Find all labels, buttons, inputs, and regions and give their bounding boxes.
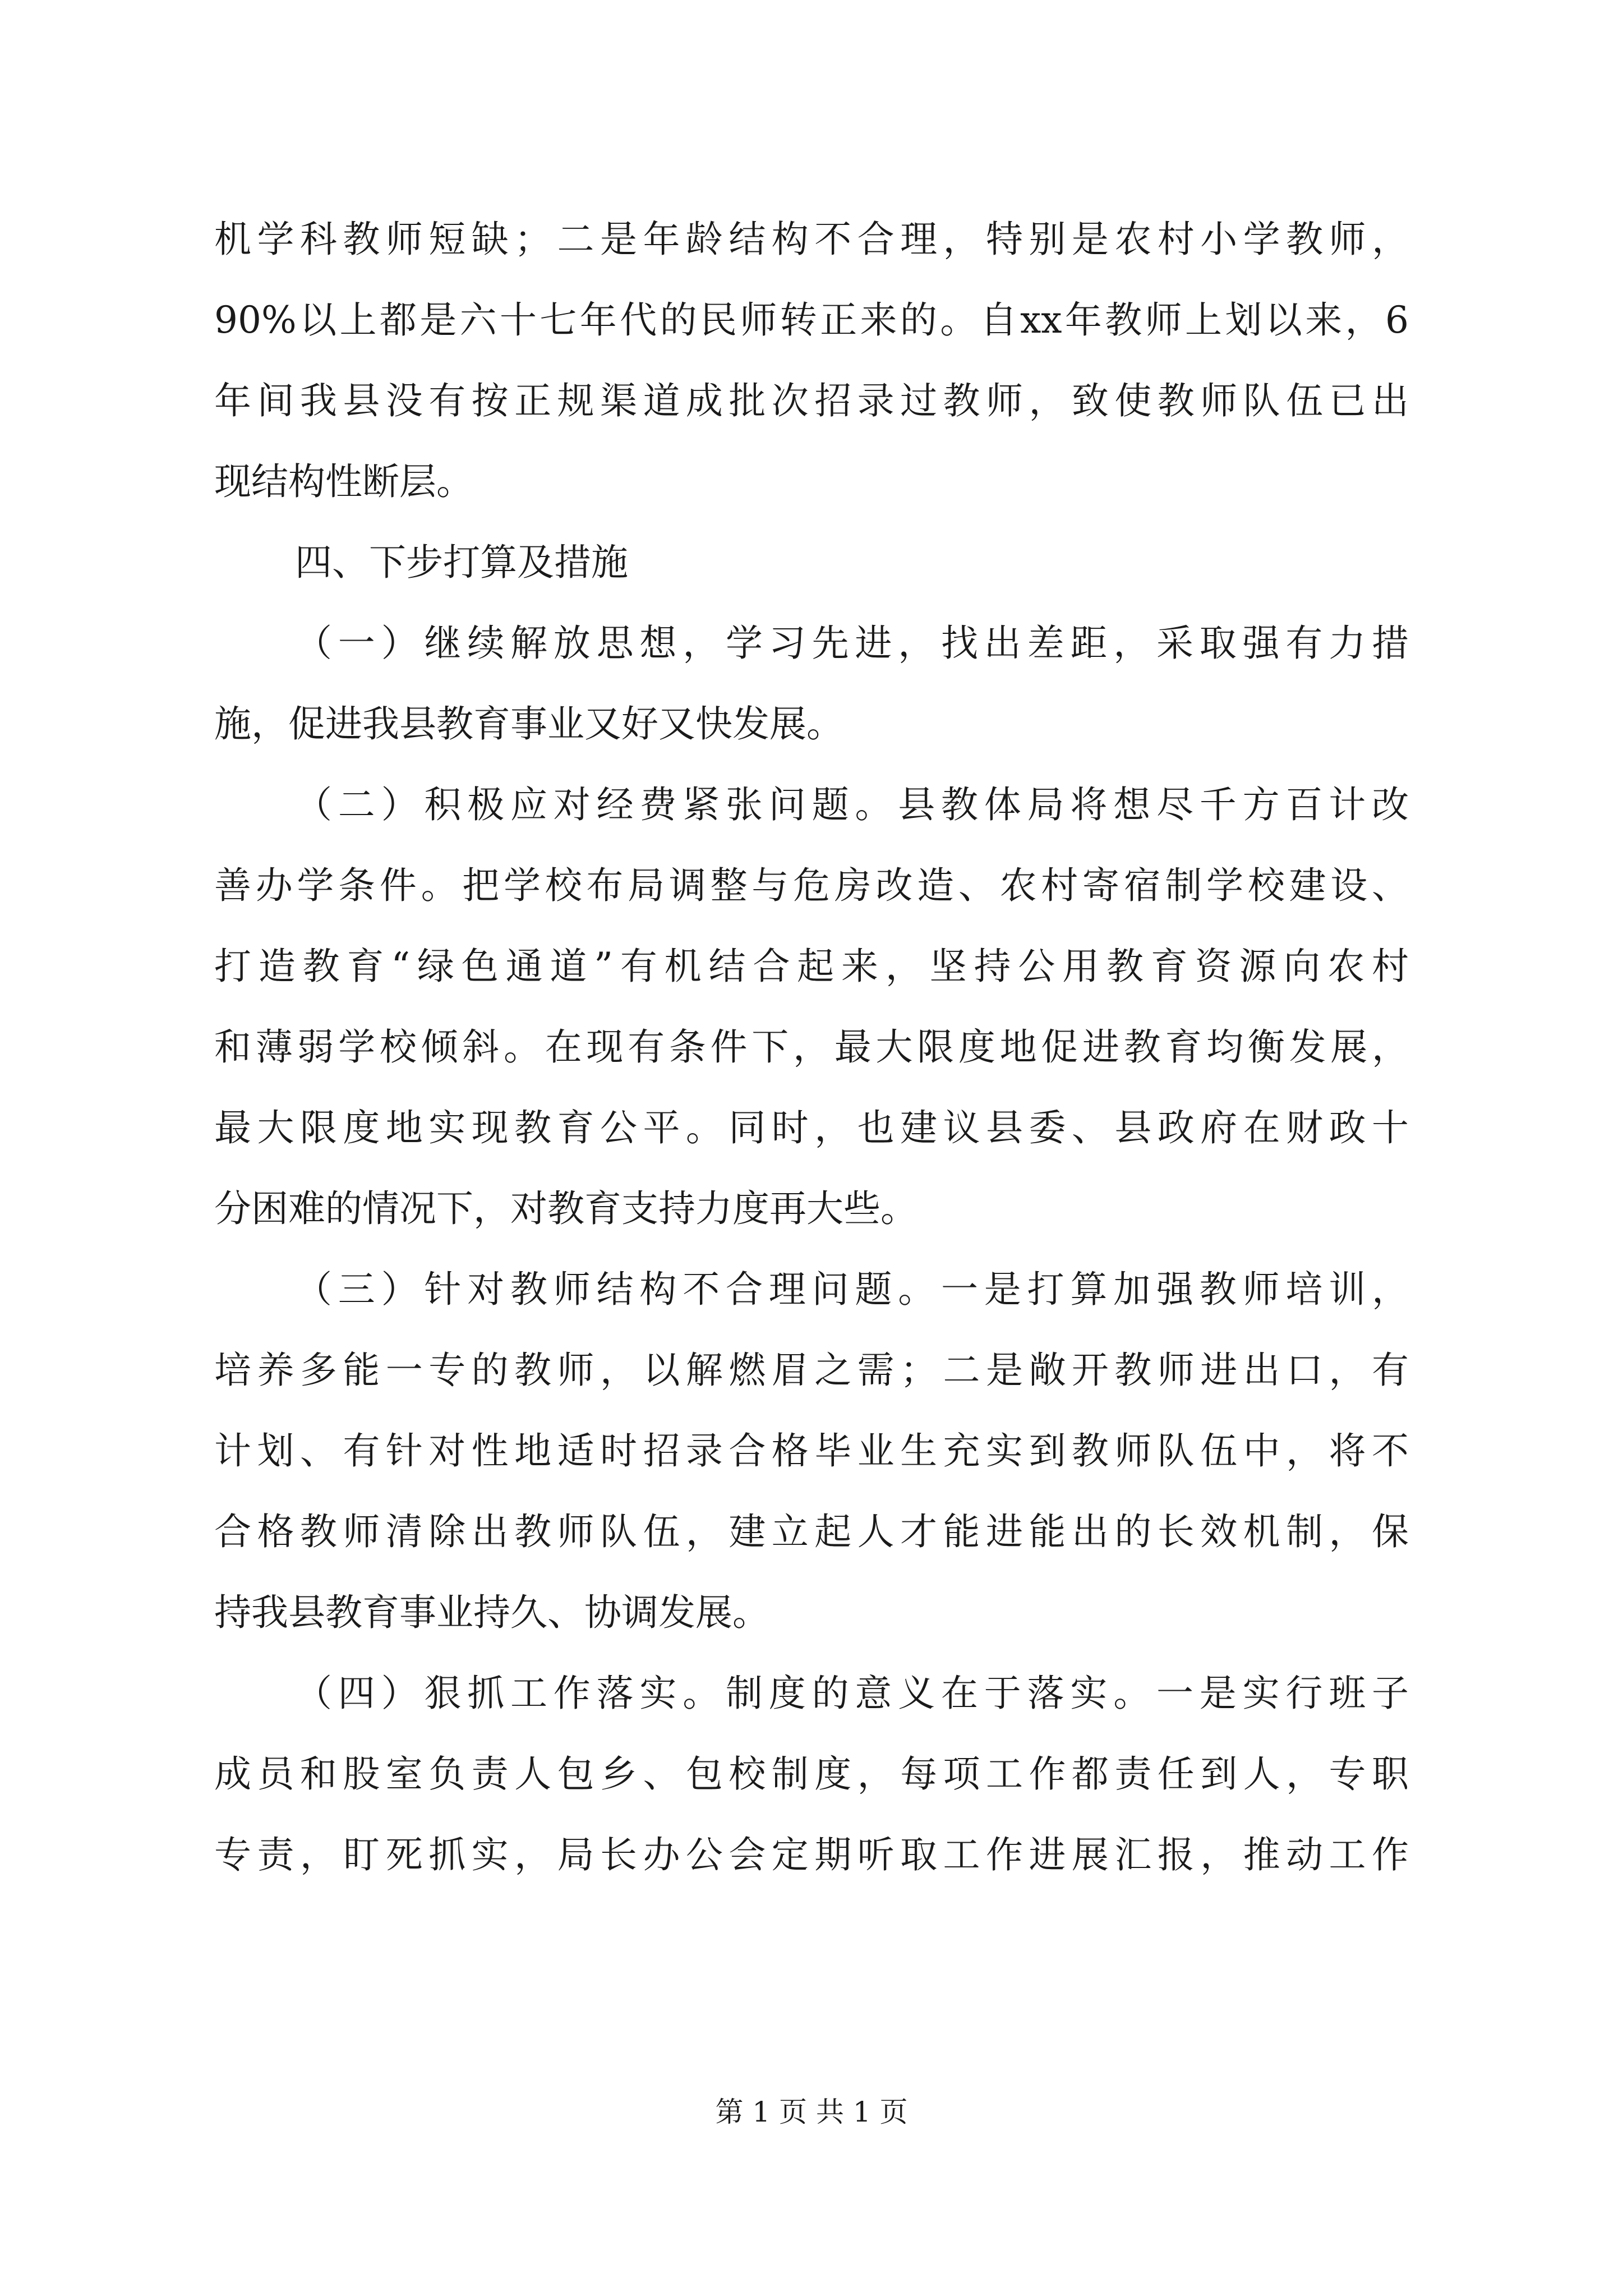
body-line: 专责，盯死抓实，局长办公会定期听取工作进展汇报，推动工作 bbox=[214, 1833, 1409, 1876]
body-line: 施，促进我县教育事业又好又快发展。 bbox=[214, 702, 843, 746]
body-line: 分困难的情况下，对教育支持力度再大些。 bbox=[214, 1187, 917, 1230]
body-line: 合格教师清除出教师队伍，建立起人才能进能出的长效机制，保 bbox=[214, 1510, 1409, 1553]
body-line: 成员和股室负责人包乡、包校制度，每项工作都责任到人，专职 bbox=[214, 1752, 1409, 1796]
body-line: 善办学条件。把学校布局调整与危房改造、农村寄宿制学校建设、 bbox=[214, 864, 1409, 907]
body-line: 计划、有针对性地适时招录合格毕业生充实到教师队伍中，将不 bbox=[214, 1429, 1409, 1473]
body-line: 最大限度地实现教育公平。同时，也建议县委、县政府在财政十 bbox=[214, 1106, 1409, 1149]
body-line: 年间我县没有按正规渠道成批次招录过教师，致使教师队伍已出 bbox=[214, 379, 1409, 422]
page-number-footer: 第 1 页 共 1 页 bbox=[715, 2096, 908, 2128]
body-line: （二）积极应对经费紧张问题。县教体局将想尽千方百计改 bbox=[295, 783, 1409, 826]
document-body bbox=[214, 199, 1409, 1895]
body-line: （四）狠抓工作落实。制度的意义在于落实。一是实行班子 bbox=[295, 1672, 1409, 1715]
body-line: （三）针对教师结构不合理问题。一是打算加强教师培训， bbox=[295, 1268, 1409, 1311]
body-line: 和薄弱学校倾斜。在现有条件下，最大限度地促进教育均衡发展， bbox=[214, 1025, 1409, 1069]
section-heading: 四、下步打算及措施 bbox=[295, 541, 628, 584]
body-line: 现结构性断层。 bbox=[214, 460, 473, 503]
body-line: 培养多能一专的教师，以解燃眉之需；二是敞开教师进出口，有 bbox=[214, 1349, 1409, 1392]
body-line: 90%以上都是六十七年代的民师转正来的。自xx年教师上划以来，6 bbox=[214, 298, 1409, 342]
body-line: 机学科教师短缺；二是年龄结构不合理，特别是农村小学教师， bbox=[214, 218, 1409, 261]
body-line: 打造教育“绿色通道”有机结合起来，坚持公用教育资源向农村 bbox=[214, 945, 1409, 988]
body-line: （一）继续解放思想，学习先进，找出差距，采取强有力措 bbox=[295, 622, 1409, 665]
body-line: 持我县教育事业持久、协调发展。 bbox=[214, 1591, 769, 1634]
